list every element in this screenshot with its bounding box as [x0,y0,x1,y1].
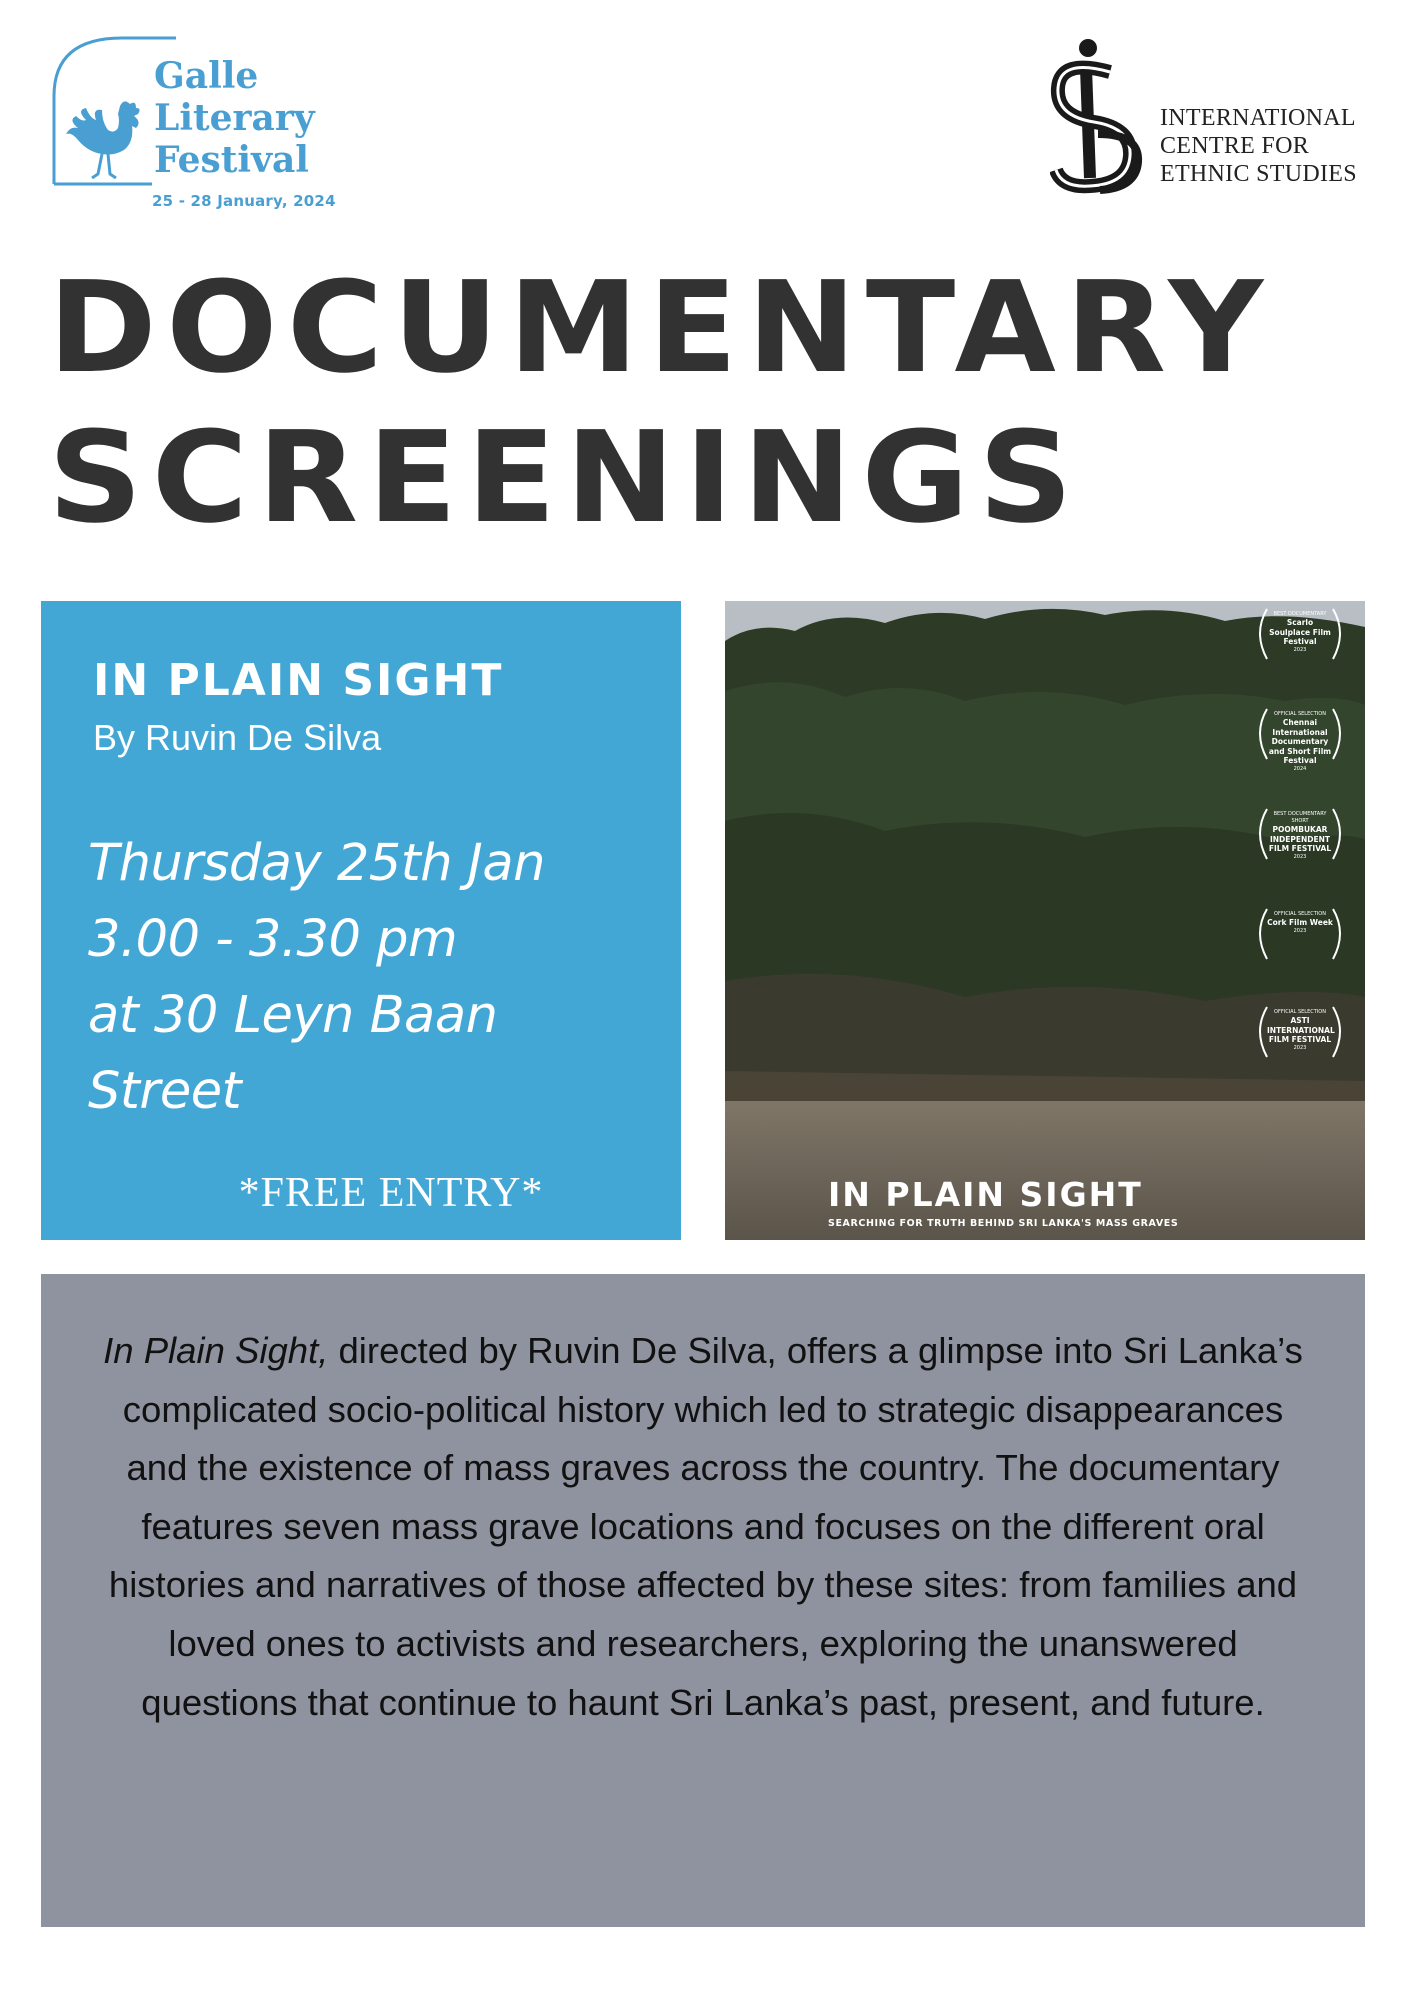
award-5-category: OFFICIAL SELECTION [1274,1009,1326,1015]
poster-title: IN PLAIN SIGHT [828,1175,1143,1214]
award-3-name: POOMBUKAR INDEPENDENT FILM FESTIVAL [1268,825,1332,853]
award-laurel-5 [1245,1001,1355,1081]
award-4-name: Cork Film Week [1267,918,1333,927]
award-2-year: 2024 [1293,765,1307,772]
ices-line-2: CENTRE FOR [1160,133,1310,159]
festival-dates: 25 - 28 January, 2024 [152,192,336,210]
screening-venue-line-1: at 30 Leyn Baan [88,986,498,1045]
award-laurel-3 [1245,803,1355,883]
award-2-category: OFFICIAL SELECTION [1274,711,1326,717]
award-1-category: BEST DOCUMENTARY [1273,611,1327,617]
award-laurel-2 [1245,703,1355,783]
film-poster [725,601,1365,1240]
description-panel [41,1274,1365,1927]
galle-word-3: Festival [154,139,309,181]
screening-date: Thursday 25th Jan [88,834,545,893]
award-5-year: 2023 [1293,1044,1307,1051]
ices-line-3: ETHNIC STUDIES [1160,161,1357,187]
free-entry-note: *FREE ENTRY* [238,1170,544,1216]
heading-screenings: SCREENINGS [48,404,1083,551]
description-body: directed by Ruvin De Silva, offers a glimpse into Sri Lanka’s complicated socio-political history which led to strategic disappearances and the existence of mass graves across the country. The documentary features seven mass grave locations and focuses on the different oral histories and narratives of those affected by these sites: from families and loved ones to activists and researchers, exploring the unanswered questions that continue to haunt Sri Lanka’s past, present, and future. [108,1330,1303,1723]
award-laurel-4 [1245,903,1355,983]
award-2-name: Chennai International Documentary and Short Film Festival [1268,718,1332,765]
description-film-title: In Plain Sight, [103,1330,329,1371]
ices-line-1: INTERNATIONAL [1160,105,1356,131]
poster-tagline: SEARCHING FOR TRUTH BEHIND SRI LANKA'S MASS GRAVES [828,1218,1179,1229]
rooster-icon [62,98,158,184]
galle-word-2: Literary [154,97,315,139]
award-1-name: Scarlo Soulplace Film Festival [1269,618,1331,646]
heading-documentary: DOCUMENTARY [48,254,1273,401]
screening-info-panel [41,601,681,1240]
award-3-year: 2023 [1293,853,1307,860]
award-4-year: 2023 [1293,927,1307,934]
film-director: By Ruvin De Silva [93,717,382,758]
ices-logo [1050,38,1390,198]
galle-literary-festival-logo [52,36,342,216]
ices-emblem-icon [1050,38,1150,198]
screening-time: 3.00 - 3.30 pm [88,910,458,969]
screening-venue-line-2: Street [88,1062,242,1121]
galle-word-1: Galle [154,55,259,97]
award-3-category: BEST DOCUMENTARY SHORT [1273,811,1327,824]
award-laurel-1 [1245,603,1355,683]
film-title: IN PLAIN SIGHT [93,655,504,706]
award-4-category: OFFICIAL SELECTION [1274,911,1326,917]
award-1-year: 2023 [1293,646,1307,653]
award-5-name: ASTI INTERNATIONAL FILM FESTIVAL [1267,1016,1335,1044]
film-description [101,1322,1305,1732]
